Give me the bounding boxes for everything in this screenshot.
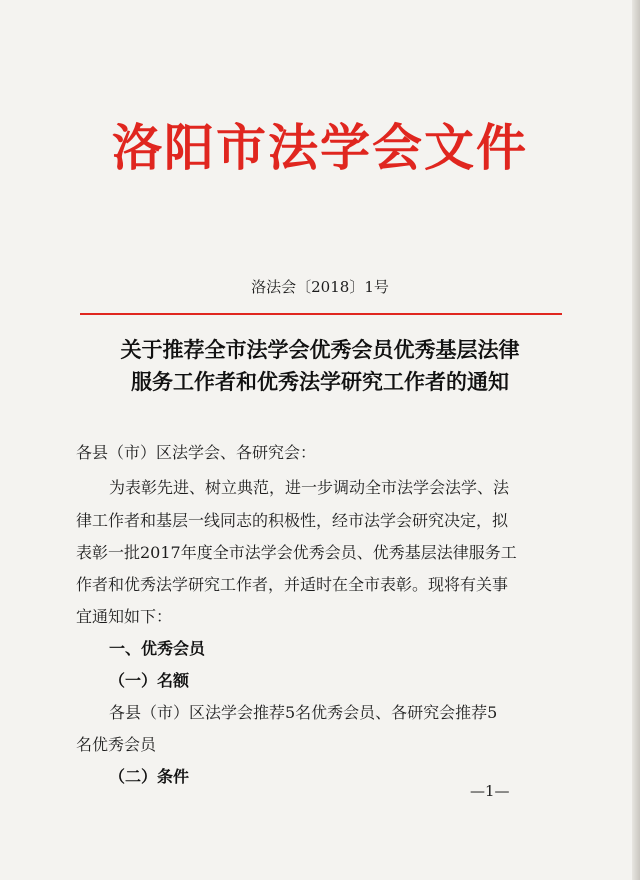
paragraph-line-2: 律工作者和基层一线同志的积极性，经市法学会研究决定，拟	[76, 511, 509, 530]
quota-line-2: 名优秀会员	[76, 735, 157, 754]
paragraph-line-3: 表彰一批2017年度全市法学会优秀会员、优秀基层法律服务工	[76, 543, 517, 562]
notice-title	[60, 334, 580, 398]
red-divider-line	[80, 313, 562, 315]
section-heading-excellent-members: 一、优秀会员	[109, 639, 206, 658]
paragraph-line-5: 宜通知如下：	[76, 607, 173, 626]
quota-line-1: 各县（市）区法学会推荐5名优秀会员、各研究会推荐5	[109, 703, 498, 722]
page-edge-shadow	[632, 0, 640, 880]
notice-title-line-2: 服务工作者和优秀法学研究工作者的通知	[131, 369, 509, 394]
document-number: 洛法会〔2018〕1号	[251, 278, 389, 296]
page-number: —1—	[470, 782, 510, 800]
paragraph-line-4: 作者和优秀法学研究工作者，并适时在全市表彰。现将有关事	[76, 575, 509, 594]
subheading-conditions: （二）条件	[109, 767, 190, 786]
salutation: 各县（市）区法学会、各研究会：	[76, 443, 317, 462]
document-header-title: 洛阳市法学会文件	[112, 118, 528, 177]
paragraph-line-1: 为表彰先进、树立典范，进一步调动全市法学会法学、法	[109, 478, 510, 497]
notice-title-line-1: 关于推荐全市法学会优秀会员优秀基层法律	[120, 337, 520, 362]
subheading-quota: （一）名额	[109, 671, 190, 690]
